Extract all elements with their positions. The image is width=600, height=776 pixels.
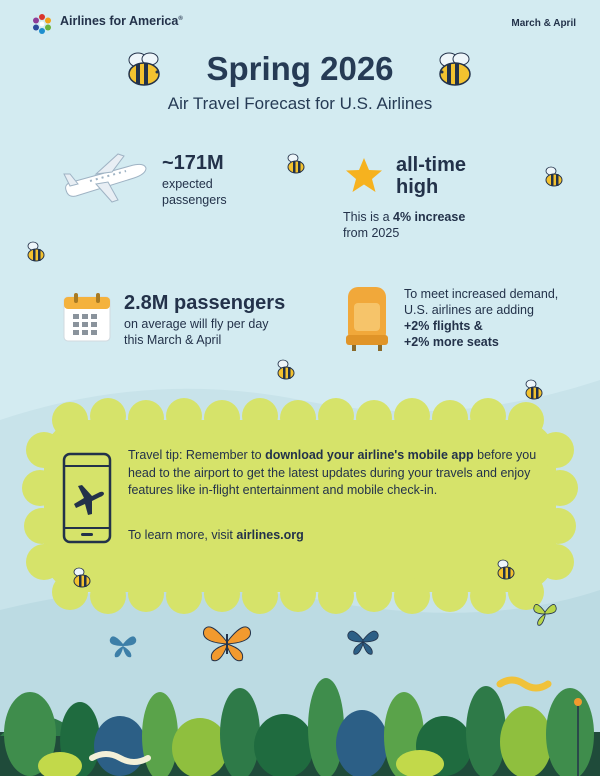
passengers-stat: ~171M [162,152,224,174]
page-subtitle: Air Travel Forecast for U.S. Airlines [167,94,433,113]
small-bee-icon [494,558,518,582]
foliage-illustration [0,636,600,776]
small-bee-icon [70,566,94,590]
travel-tip-text: Travel tip: Remember to download your airline's mobile app before you head to the airport to get the latest updates during your travels and enjoy features like in-flight entertainment and mobile check-in. [128,448,537,497]
daily-caption: on average will fly per day this March & April [124,317,269,347]
brand-name: Airlines for America® [60,14,183,28]
record-caption: This is a 4% increase from 2025 [343,210,466,240]
learn-more-text: To learn more, visit airlines.org [128,528,304,542]
record-stat: all-time high [396,154,467,198]
page-title: Spring 2026 [206,50,394,87]
airlines-org-link[interactable]: airlines.org [236,528,304,542]
phone-airplane-icon [62,452,112,544]
daily-stat: 2.8M passengers [124,292,286,314]
capacity-caption: To meet increased demand, U.S. airlines are adding +2% flights & +2% more seats [404,287,559,349]
date-range: March & April [511,18,576,29]
passengers-caption: expected passengers [162,177,227,207]
butterfly-icon [532,600,558,628]
